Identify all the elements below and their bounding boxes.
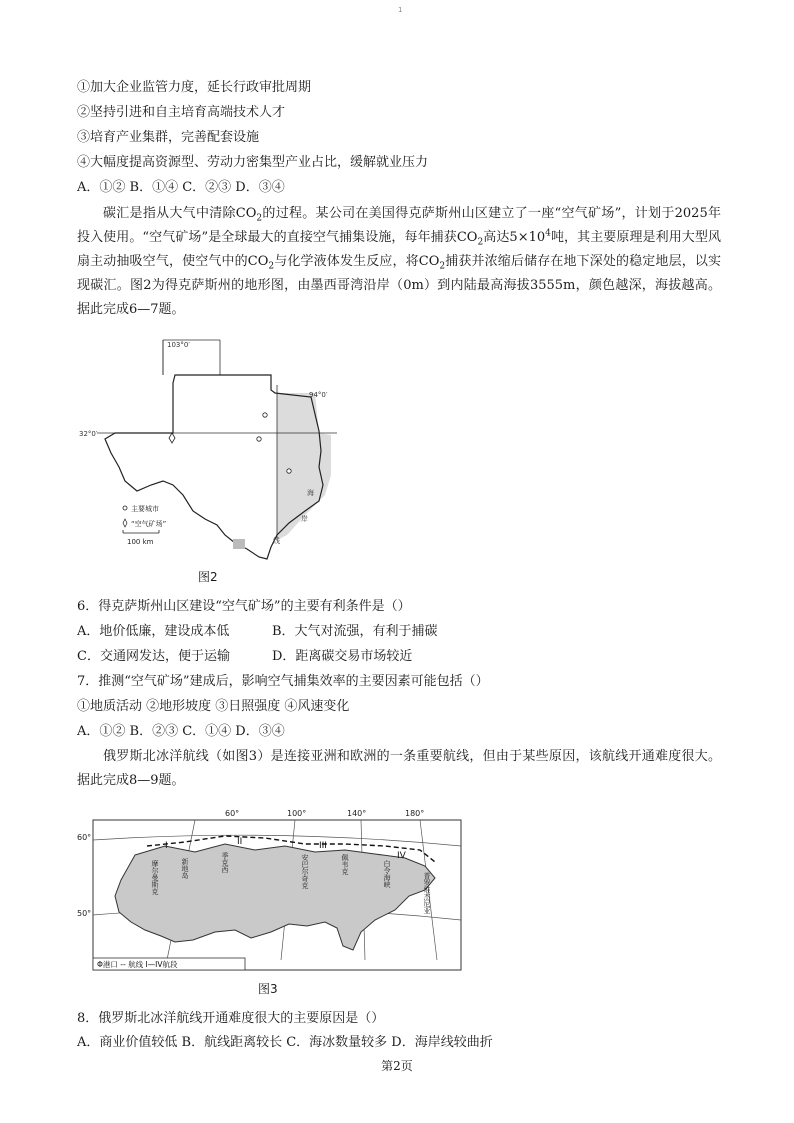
- fig3-lon-100: 100°: [287, 809, 307, 818]
- air-mine-marker: [169, 433, 175, 443]
- q6-option-d: D．距离碳交易市场较近: [272, 649, 413, 664]
- place-label: 新地岛: [181, 858, 189, 879]
- segment-3: III: [319, 841, 327, 851]
- place-label: 白令海峡: [383, 860, 391, 888]
- fig3-legend: Φ港口 -- 航线 I—IV航段: [97, 960, 178, 969]
- legend-city: 主要城市: [131, 505, 159, 513]
- passage-arctic-route: 俄罗斯北冰洋航线（如图3）是连接亚洲和欧洲的一条重要航线，但由于某些原因，该航线开通难度很大。据此完成8—9题。: [77, 749, 721, 788]
- place-label: 摩尔曼斯克: [151, 860, 159, 895]
- page-number: 第2页: [381, 1059, 413, 1073]
- q6-stem: 6．得克萨斯州山区建设“空气矿场”的主要有利条件是（）: [77, 599, 411, 614]
- segment-1: I: [165, 841, 168, 851]
- place-label: 安巴尔奇克: [301, 854, 309, 889]
- q7-answers: A．①② B．②③ C．①④ D．③④: [77, 724, 285, 739]
- coast-label-2: 岸: [301, 515, 308, 523]
- coast-label-1: 海: [307, 489, 314, 497]
- q5-option-4: ④大幅度提高资源型、劳动力密集型产业占比，缓解就业压力: [77, 155, 429, 170]
- fig3-lat-50: 50°: [77, 909, 92, 918]
- q5-answers: A．①② B．①④ C．②③ D．③④: [77, 180, 285, 195]
- legend-mine: “空气矿场”: [131, 520, 167, 528]
- q8-answers: A．商业价值较低 B．航线距离较长 C．海冰数量较多 D．海岸线较曲折: [77, 1035, 493, 1050]
- fig2-lon-left: 103°0′: [167, 341, 190, 349]
- segment-4: IV: [397, 851, 406, 861]
- place-label: 季克西: [221, 852, 229, 873]
- q6-option-a: A．地价低廉，建设成本低: [77, 624, 230, 639]
- q5-option-2: ②坚持引进和自主培育高端技术人才: [77, 105, 286, 120]
- q5-option-3: ③培育产业集群，完善配套设施: [77, 130, 260, 145]
- place-label: 普罗维杰尼亚: [423, 872, 431, 914]
- figure-2-texas-map: [75, 335, 345, 567]
- segment-2: II: [237, 837, 243, 847]
- fig3-lon-140: 140°: [347, 809, 367, 818]
- q7-options: ①地质活动 ②地形坡度 ③日照强度 ④风速变化: [77, 699, 350, 714]
- passage-carbon-sink: 碳汇是指从大气中清除$CO_2$的过程。某公司在美国得克萨斯州山区建立了一座“空气矿场”，计划于2025年投入使用。“空气矿场”是全球最大的直接空气捕集设施，每年捕获$CO_2$高达$5\times 10^4$吨，其主要原理是利用大型风扇主动抽吸空气，使空气中的$CO_2$与化学液体发生反应，将$CO_2$捕获并浓缩后储存在地下深处的稳定地层，以实现碳汇。图2为得克萨斯州的地形图，由墨西哥湾沿岸（0m）到内陆最高海拔3555m，颜色越深，海拔越高。据此完成6—7题。: [77, 206, 721, 317]
- city-marker: [263, 413, 267, 417]
- fig2-lat: 32°0′: [79, 430, 98, 438]
- q5-option-1: ①加大企业监管力度，延长行政审批周期: [77, 80, 312, 95]
- fig3-lat-60: 60°: [77, 833, 92, 842]
- q6-option-c: C．交通网发达，便于运输: [77, 649, 230, 664]
- q7-stem: 7．推测“空气矿场”建成后，影响空气捕集效率的主要因素可能包括（）: [77, 674, 489, 689]
- q8-stem: 8．俄罗斯北冰洋航线开通难度很大的主要原因是（）: [77, 1011, 385, 1026]
- figure-3-arctic-route-map: [75, 800, 470, 978]
- fig3-lon-60: 60°: [225, 809, 240, 818]
- city-marker: [287, 469, 291, 473]
- figure-3-caption: 图3: [258, 982, 278, 996]
- place-label: 佩韦克: [341, 854, 349, 875]
- figure-2-caption: 图2: [198, 570, 218, 584]
- q6-option-b: B．大气对流强，有利于捕碳: [272, 624, 438, 639]
- fig3-lon-180: 180°: [405, 809, 425, 818]
- coast-label-3: 线: [273, 537, 280, 545]
- header-mark: 1: [398, 6, 403, 14]
- fig2-lon-right: 94°0′: [309, 391, 328, 399]
- city-marker: [257, 437, 261, 441]
- scale-label: 100 km: [127, 538, 154, 546]
